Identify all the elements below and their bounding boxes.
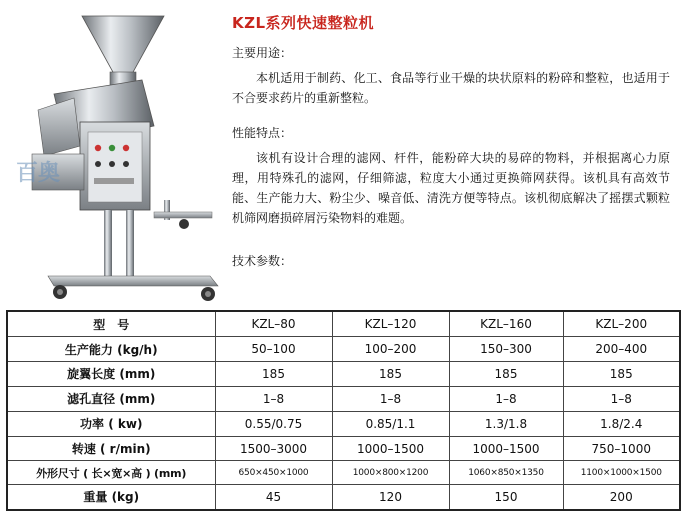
cell: 750–1000 xyxy=(563,436,680,461)
row-label: 功率 ( kw) xyxy=(7,411,215,436)
table-header-row xyxy=(7,311,680,337)
table-row xyxy=(7,436,680,461)
cell: 185 xyxy=(215,361,332,386)
cell: 185 xyxy=(332,361,449,386)
model-label: 型 号 xyxy=(7,311,215,337)
product-photo xyxy=(14,14,226,302)
cell: 120 xyxy=(332,484,449,510)
indicator-light-icon xyxy=(95,145,101,151)
cell: 0.55/0.75 xyxy=(215,411,332,436)
table-row xyxy=(7,386,680,411)
row-label: 滤孔直径 (mm) xyxy=(7,386,215,411)
usage-text: 本机适用于制药、化工、食品等行业干燥的块状原料的粉碎和整粒，也适用于不合要求药片的重新整粒。 xyxy=(232,71,670,105)
page-title: KZL系列快速整粒机 xyxy=(232,14,375,32)
cell: 1–8 xyxy=(332,386,449,411)
row-label: 转速 ( r/min) xyxy=(7,436,215,461)
cell: 1.8/2.4 xyxy=(563,411,680,436)
features-text: 该机有设计合理的滤网、杆件，能粉碎大块的易碎的物料，并根据离心力原理，用特殊孔的滤网，仔细筛滤，粒度大小通过更换筛网获得。该机具有高效节能、生产能力大、粉尘少、噪音低、清洗方便等特点。该机彻底解决了摇摆式颗粒机筛网磨损碎屑污染物料的难题。 xyxy=(232,151,670,225)
model-kzl-160: KZL–160 xyxy=(449,311,563,337)
params-heading: 技术参数： xyxy=(232,254,293,268)
cell: 1100×1000×1500 xyxy=(563,461,680,484)
cell: 200–400 xyxy=(563,337,680,362)
usage-heading: 主要用途： xyxy=(232,46,293,60)
cell: 1.3/1.8 xyxy=(449,411,563,436)
model-kzl-80: KZL–80 xyxy=(215,311,332,337)
features-heading: 性能特点： xyxy=(232,126,293,140)
table-row xyxy=(7,461,680,484)
cell: 185 xyxy=(449,361,563,386)
cell: 1060×850×1350 xyxy=(449,461,563,484)
table-row xyxy=(7,484,680,510)
cell: 1000–1500 xyxy=(449,436,563,461)
cell: 150 xyxy=(449,484,563,510)
table-row xyxy=(7,361,680,386)
row-label: 重量 (kg) xyxy=(7,484,215,510)
row-label: 外形尺寸 ( 长×宽×高 ) (mm) xyxy=(7,461,215,484)
spec-table xyxy=(6,310,681,511)
row-label: 旋翼长度 (mm) xyxy=(7,361,215,386)
cell: 100–200 xyxy=(332,337,449,362)
cell: 0.85/1.1 xyxy=(332,411,449,436)
cell: 1500–3000 xyxy=(215,436,332,461)
model-kzl-120: KZL–120 xyxy=(332,311,449,337)
cell: 1–8 xyxy=(563,386,680,411)
model-kzl-200: KZL–200 xyxy=(563,311,680,337)
cell: 1000×800×1200 xyxy=(332,461,449,484)
watermark: 百奥 xyxy=(16,161,61,186)
cell: 1000–1500 xyxy=(332,436,449,461)
base-frame xyxy=(48,276,218,286)
cell: 50–100 xyxy=(215,337,332,362)
cell: 650×450×1000 xyxy=(215,461,332,484)
table-row xyxy=(7,337,680,362)
cell: 150–300 xyxy=(449,337,563,362)
cell: 1–8 xyxy=(215,386,332,411)
table-row xyxy=(7,411,680,436)
cell: 185 xyxy=(563,361,680,386)
hopper xyxy=(82,16,164,74)
cell: 45 xyxy=(215,484,332,510)
cell: 1–8 xyxy=(449,386,563,411)
row-label: 生产能力 (kg/h) xyxy=(7,337,215,362)
cell: 200 xyxy=(563,484,680,510)
